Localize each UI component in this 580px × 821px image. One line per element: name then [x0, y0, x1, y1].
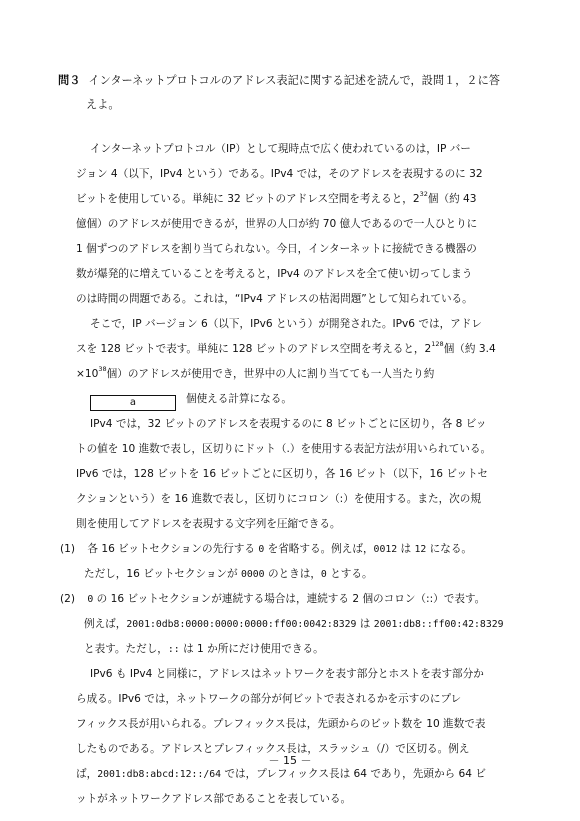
exponent-32: 32: [419, 190, 428, 198]
p4-line3: フィックス長が用いられる。プレフィックス長は，先頭からのビット数を 10 進数で表: [76, 718, 486, 730]
p1-line4: 億個）のアドレスが使用できるが，世界の人口が約 70 億人であるので一人ひとりに: [76, 218, 478, 230]
question-header: [58, 69, 528, 117]
compression-rules: [60, 537, 528, 662]
p3-line5: 則を使用してアドレスを表現する文字列を圧縮できる。: [76, 518, 341, 530]
answer-blank-a: a: [90, 395, 176, 411]
p3-line4: クションという）を 16 進数で表し，区切りにコロン（:）を使用する。また，次の規: [76, 493, 481, 505]
exponent-38: 38: [98, 365, 107, 373]
p4-line4: したものである。アドレスとプレフィックス長は，スラッシュ（/）で区切る。例え: [76, 743, 470, 755]
p4-line2: ら成る。IPv6 では，ネットワークの部分が何ビットで表されるかを示すのにプレ: [76, 693, 462, 705]
p1-line3: ビットを使用している。単純に 32 ビットのアドレス空間を考えると，$2^{32}$個（約 43: [76, 190, 477, 205]
p2-line1: そこで，IP バージョン 6（以下，IPv6 という）が開発された。IPv6 では，アドレ: [90, 318, 482, 330]
question-number: 問３: [58, 74, 81, 87]
p4-line1: IPv6 も IPv4 と同様に，アドレスはネットワークを表す部分とホストを表す部分か: [90, 668, 484, 680]
rule-1: (1) 各 16 ビットセクションの先行する 0 を省略する。例えば，0012 は 12 になる。 ただし，16 ビットセクションが 0000 のときは，0 とする。: [84, 537, 528, 587]
question-text-line1: インターネットプロトコルのアドレス表記に関する記述を読んで，設問１，２に答: [88, 74, 500, 87]
p3-line1: IPv4 では，32 ビットのアドレスを表現するのに 8 ビットごとに区切り，各 8 ビッ: [90, 418, 487, 430]
p1-line7: のは時間の問題である。これは，“IPv4 アドレスの枯渇問題”として知られている。: [76, 293, 473, 305]
rule-2: (2) 0 の 16 ビットセクションが連続する場合は，連続する 2 個のコロン（::）で表す。 例えば，2001:0db8:0000:0000:0000:ff00:0042:8329 は 2001:db8::ff00:42:8329 と表す。ただし，:: は 1 か所にだけ使用できる。: [84, 587, 528, 662]
p2-line4: a 個使える計算になる。: [76, 387, 528, 412]
p4-line5: ば，2001:db8:abcd:12::/64 では，プレフィックス長は 64 であり，先頭から 64 ビ: [76, 768, 486, 780]
paragraph-3: [76, 412, 528, 537]
p1-line5: 1 個ずつのアドレスを割り当てられない。今日，インターネットに接続できる機器の: [76, 243, 477, 255]
p3-line3: IPv6 では，128 ビットを 16 ビットごとに区切り，各 16 ビット（以下，16 ビットセ: [76, 468, 488, 480]
exponent-128: 128: [431, 340, 444, 348]
paragraph-4: [76, 662, 528, 812]
p2-line2: スを 128 ビットで表す。単純に 128 ビットのアドレス空間を考えると，$2^{128}$個（約 3.4: [76, 340, 496, 355]
paragraph-1: [76, 137, 528, 312]
rule-number: (2): [60, 593, 76, 605]
p3-line2: トの値を 10 進数で表し，区切りにドット（.）を使用する表記方法が用いられている。: [76, 443, 492, 455]
paragraph-2: [76, 312, 528, 412]
question-text-line2: えよ。: [86, 98, 120, 111]
rule-number: (1): [60, 543, 76, 555]
p1-line6: 数が爆発的に増えていることを考えると，IPv4 のアドレスを全て使い切ってしまう: [76, 268, 473, 280]
p1-line1: インターネットプロトコル（IP）として現時点で広く使われているのは，IP バー: [90, 143, 471, 155]
p4-line6: ットがネットワークアドレス部であることを表している。: [76, 793, 352, 805]
p1-line2: ジョン 4（以下，IPv4 という）である。IPv4 では，そのアドレスを表現するのに 32: [76, 168, 483, 180]
page-number: － 15 －: [268, 754, 312, 767]
p2-line3: $\times 10^{38}$個）のアドレスが使用でき，世界中の人に割り当てても一人当たり約: [76, 365, 435, 380]
passage: [60, 137, 528, 812]
